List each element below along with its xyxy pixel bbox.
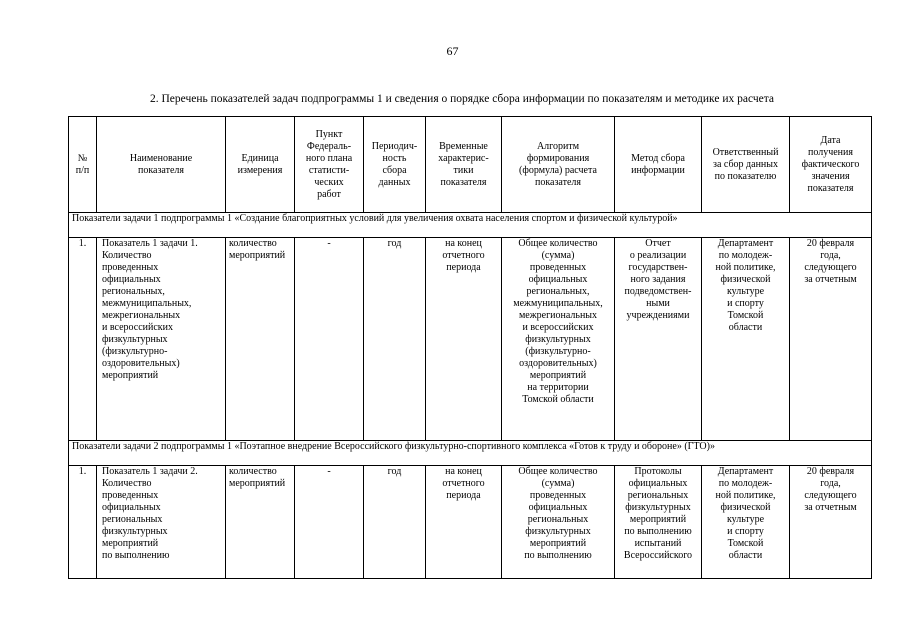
cell-line: Пункт	[315, 128, 343, 140]
cell-line: государствен-	[628, 262, 688, 273]
cell-line: мероприятий	[102, 370, 159, 381]
cell-line: по выполнению	[524, 550, 592, 561]
cell-line: периода	[446, 262, 481, 273]
cell-line: мероприятий	[529, 538, 587, 549]
cell-line: Ответственный	[712, 146, 779, 158]
cell-line: проведенных	[102, 262, 159, 273]
cell-line: региональных	[627, 490, 689, 501]
cell-line: мероприятий	[529, 370, 587, 381]
header-time-characteristics	[426, 117, 502, 213]
cell-line: оздоровительных)	[102, 358, 180, 369]
cell-line: ность	[382, 152, 407, 164]
cell-line: оздоровительных)	[519, 358, 597, 369]
header-periodicity	[364, 117, 426, 213]
cell-line: на территории	[527, 382, 589, 393]
cell-line: региональных,	[102, 286, 165, 297]
cell-time-characteristics	[426, 466, 502, 579]
cell-unit	[226, 238, 295, 441]
cell-line: региональных	[102, 514, 163, 525]
cell-line: (физкультурно-	[102, 346, 168, 357]
cell-line: за сбор данных	[713, 158, 778, 170]
header-row	[69, 117, 872, 213]
cell-line: области	[728, 550, 763, 561]
cell-line: физкультурных	[102, 526, 168, 537]
section-title: Показатели задачи 2 подпрограммы 1 «Поэтапное внедрение Всероссийского физкультурно-спортивного комплекса «Готов к труду и обороне» (ГТО)»	[69, 441, 872, 466]
cell-line: работ	[317, 188, 341, 200]
cell-line: за отчетным	[804, 502, 857, 513]
cell-line: подведомствен-	[624, 286, 692, 297]
table-row	[69, 238, 872, 441]
cell-line: Количество	[102, 478, 152, 489]
cell-line: физической	[720, 502, 771, 513]
cell-line: физкультурных	[525, 526, 591, 537]
cell-line: получения	[808, 146, 853, 158]
cell-line: Показатель 1 задачи 2.	[102, 466, 198, 477]
cell-line: межрегиональных	[102, 310, 181, 321]
header-method	[615, 117, 702, 213]
cell-method	[615, 238, 702, 441]
cell-line: Периодич-	[371, 140, 418, 152]
cell-responsible	[702, 466, 790, 579]
cell-line: мероприятий	[229, 250, 286, 261]
cell-line: ного задания	[630, 274, 686, 285]
cell-line: по молодеж-	[718, 250, 773, 261]
cell-line: области	[728, 322, 763, 333]
cell-line: физической	[720, 274, 771, 285]
cell-responsible	[702, 238, 790, 441]
cell-line: отчетного	[442, 250, 485, 261]
cell-line: периода	[446, 490, 481, 501]
cell-line: официальных	[102, 502, 161, 513]
cell-line: формирования	[526, 152, 590, 164]
cell-line: Всероссийского	[623, 550, 693, 561]
cell-line: показателя	[807, 182, 854, 194]
cell-line: Метод сбора	[631, 152, 685, 164]
cell-line: (физкультурно-	[525, 346, 591, 357]
cell-line: и всероссийских	[522, 322, 594, 333]
cell-line: официальных	[628, 478, 688, 489]
cell-line: физкультурных	[102, 334, 168, 345]
cell-date	[790, 466, 872, 579]
cell-line: Федераль-	[306, 140, 352, 152]
cell-line: за отчетным	[804, 274, 857, 285]
cell-line: проведенных	[529, 262, 587, 273]
cell-line: Единица	[241, 152, 279, 164]
cell-line: межрегиональных	[518, 310, 598, 321]
cell-line: по молодеж-	[718, 478, 773, 489]
cell-line: физкультурных	[625, 502, 691, 513]
cell-line: межмуниципальных,	[513, 298, 603, 309]
cell-line: Дата	[820, 134, 841, 146]
cell-algorithm	[502, 238, 615, 441]
cell-line: Протоколы	[634, 466, 682, 477]
cell-line: года,	[820, 478, 841, 489]
cell-periodicity: год	[364, 466, 426, 579]
section-heading-task-1	[69, 213, 872, 238]
cell-line: показателя	[534, 176, 582, 188]
cell-periodicity: год	[364, 238, 426, 441]
cell-line: Общее количество	[518, 466, 598, 477]
cell-line: следующего	[804, 490, 857, 501]
cell-line: и всероссийских	[102, 322, 173, 333]
cell-line: фактического	[801, 158, 860, 170]
table-row	[69, 466, 872, 579]
cell-line: Временные	[439, 140, 488, 152]
cell-line: ческих	[314, 176, 344, 188]
cell-line: Отчет	[645, 238, 671, 249]
cell-num: 1.	[69, 238, 97, 441]
cell-line: проведенных	[529, 490, 587, 501]
cell-line: ными	[646, 298, 670, 309]
cell-line: ной политике,	[715, 490, 776, 501]
header-name	[97, 117, 226, 213]
header-unit	[226, 117, 295, 213]
cell-line: года,	[820, 250, 841, 261]
cell-federal-plan: -	[295, 238, 364, 441]
cell-line: Томской области	[522, 394, 594, 405]
cell-line: (сумма)	[541, 250, 575, 261]
cell-line: официальных	[102, 274, 161, 285]
header-federal-plan	[295, 117, 364, 213]
cell-line: (сумма)	[541, 478, 575, 489]
cell-line: ной политике,	[715, 262, 776, 273]
cell-line: мероприятий	[629, 514, 687, 525]
header-date	[790, 117, 872, 213]
cell-line: физкультурных	[525, 334, 591, 345]
cell-line: Томской	[727, 538, 764, 549]
cell-line: межмуниципальных,	[102, 298, 192, 309]
cell-line: Общее количество	[518, 238, 598, 249]
cell-line: культуре	[726, 514, 765, 525]
cell-line: испытаний	[634, 538, 682, 549]
cell-line: №	[77, 152, 88, 164]
header-num	[69, 117, 97, 213]
cell-line: (формула) расчета	[519, 164, 597, 176]
cell-line: на конец	[445, 466, 482, 477]
cell-line: о реализации	[629, 250, 687, 261]
cell-time-characteristics	[426, 238, 502, 441]
table-title: 2. Перечень показателей задач подпрограммы 1 и сведения о порядке сбора информации по показателям и методике их расчета	[149, 93, 775, 105]
cell-line: и спорту	[727, 298, 764, 309]
cell-line: Алгоритм	[536, 140, 580, 152]
cell-line: культуре	[726, 286, 765, 297]
cell-method	[615, 466, 702, 579]
cell-line: показателя	[137, 164, 185, 176]
cell-line: региональных	[527, 514, 589, 525]
cell-line: мероприятий	[102, 538, 159, 549]
cell-line: Показатель 1 задачи 1.	[102, 238, 198, 249]
cell-line: проведенных	[102, 490, 159, 501]
cell-line: 20 февраля	[806, 238, 855, 249]
cell-line: Департамент	[717, 466, 774, 477]
cell-line: характерис-	[438, 152, 489, 164]
cell-line: отчетного	[442, 478, 485, 489]
cell-line: на конец	[445, 238, 482, 249]
cell-line: тики	[453, 164, 474, 176]
cell-algorithm	[502, 466, 615, 579]
cell-line: п/п	[75, 164, 90, 176]
cell-line: по выполнению	[102, 550, 170, 561]
cell-line: мероприятий	[229, 478, 286, 489]
cell-line: информации	[631, 164, 685, 176]
cell-line: Наименование	[129, 152, 193, 164]
cell-line: по показателю	[714, 170, 777, 182]
cell-line: ного плана	[305, 152, 353, 164]
cell-line: официальных	[528, 502, 588, 513]
cell-line: 20 февраля	[806, 466, 855, 477]
cell-line: по выполнению	[624, 526, 692, 537]
cell-line: Количество	[102, 250, 152, 261]
cell-num: 1.	[69, 466, 97, 579]
cell-line: показателя	[440, 176, 487, 188]
section-heading-task-2	[69, 441, 872, 466]
cell-unit	[226, 466, 295, 579]
cell-date	[790, 238, 872, 441]
cell-line: официальных	[528, 274, 588, 285]
header-responsible	[702, 117, 790, 213]
cell-line: следующего	[804, 262, 857, 273]
cell-line: региональных,	[526, 286, 590, 297]
indicators-table	[68, 116, 872, 579]
cell-federal-plan: -	[295, 466, 364, 579]
cell-line: значения	[811, 170, 850, 182]
cell-line: учреждениями	[626, 310, 690, 321]
header-algorithm	[502, 117, 615, 213]
cell-name	[97, 466, 226, 579]
cell-line: сбора	[382, 164, 407, 176]
cell-line: Департамент	[717, 238, 774, 249]
section-title: Показатели задачи 1 подпрограммы 1 «Создание благоприятных условий для увеличения охвата населения спортом и физической культурой»	[69, 213, 872, 238]
cell-line: данных	[378, 176, 411, 188]
cell-line: измерения	[237, 164, 283, 176]
cell-line: Томской	[727, 310, 764, 321]
cell-line: количество	[229, 238, 277, 249]
cell-line: и спорту	[727, 526, 764, 537]
page-number: 67	[446, 44, 459, 58]
cell-line: статисти-	[308, 164, 350, 176]
cell-line: количество	[229, 466, 277, 477]
cell-name	[97, 238, 226, 441]
